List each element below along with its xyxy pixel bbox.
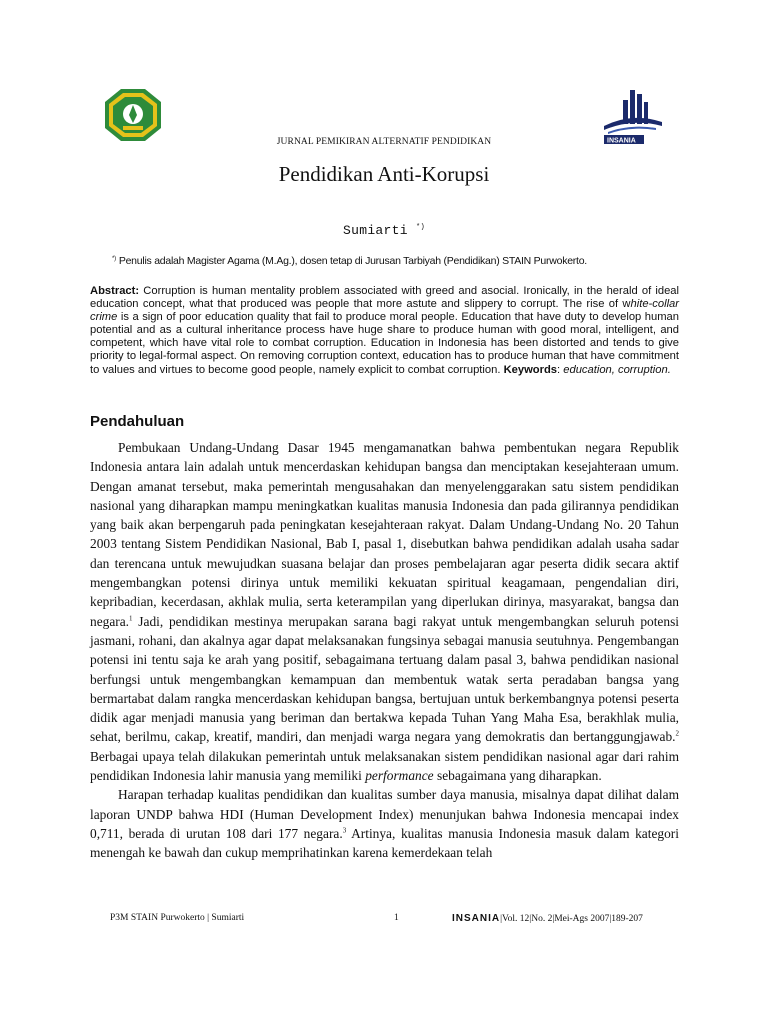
author-footnote-mark: *): [415, 223, 425, 232]
paragraph: [90, 438, 679, 785]
paragraph-text: Jadi, pendidikan mestinya merupakan sarana bagi rakyat untuk mengembangkan seluruh potensi jasmani, rohani, dan akalnya agar dapat melaksanakan fungsinya sebagai manusia seutuhnya. Pengembangan potensi ini tentu saja ke arah yang positif, sebagaimana tertuang dalam pasal 3, bahwa pendidikan nasional berfungsi untuk mengembangkan kemampuan dan membentuk watak serta peradaban bangsa yang bermartabat dalam rangka mencerdaskan kehidupan bangsa, bertujuan untuk berkembangnya potensi peserta didik agar menjadi manusia yang beriman dan bertakwa kepada Tuhan Yang Maha Esa, berakhlak mulia, sehat, berilmu, cakap, kreatif, mandiri, dan menjadi warga negara yang demokratis dan bertanggungjawab.: [90, 613, 679, 745]
footer-left: P3M STAIN Purwokerto | Sumiarti: [110, 913, 245, 923]
footer-issue: |Vol. 12|No. 2|Mei-Ags 2007|189-207: [500, 914, 643, 924]
abstract: [90, 285, 679, 377]
footnote-ref-2: 2: [675, 729, 679, 738]
page-number: 1: [394, 913, 399, 923]
italic-term: performance: [365, 768, 434, 784]
paragraph-text: Artinya, kualitas manusia Indonesia masuk dalam kategori menengah ke bawah dan cukup memprihatinkan karena kemerdekaan telah: [90, 825, 679, 861]
keywords-separator: :: [557, 363, 564, 376]
paragraph-text: Harapan terhadap kualitas pendidikan dan kualitas sumber daya manusia, misalnya dapat dilihat dalam laporan UNDP bahwa HDI (Human Development Index) menunjukan bahwa Indonesia mencapai index 0,711, berada di urutan 108 dari 177 negara.: [90, 787, 679, 841]
keywords: education, corruption.: [563, 363, 671, 376]
seal-icon: [104, 88, 162, 142]
author-line: [0, 223, 768, 238]
keywords-label: Keywords: [503, 363, 558, 376]
body-text: [90, 438, 679, 863]
paragraph-text: Berbagai upaya telah dilakukan pemerintah untuk melaksanakan sistem pendidikan nasional agar dari rahim pendidikan Indonesia lahir manusia yang memiliki: [90, 748, 679, 784]
abstract-italic-term: hite-collar crime: [90, 298, 679, 324]
footnote-mark: *): [112, 255, 116, 262]
abstract-label: Abstract:: [90, 285, 140, 297]
footer-brand: INSANIA: [452, 913, 501, 924]
paragraph: [90, 785, 679, 862]
author-name: Sumiarti: [343, 223, 408, 238]
author-footnote: [112, 255, 587, 267]
footnote-ref-1: 1: [129, 614, 133, 623]
footer-right: [452, 913, 643, 924]
article-title: Pendidikan Anti-Korupsi: [278, 162, 490, 186]
abstract-text-1: Corruption is human mentality problem associated with greed and asocial. Ironically, in the herald of ideal education concept, what that produced was people that more astute and slippery to corrupt. The rise of w: [90, 285, 679, 311]
section-heading: Pendahuluan: [90, 413, 185, 430]
insania-logo-text: INSANIA: [607, 137, 636, 145]
paragraph-text: Pembukaan Undang-Undang Dasar 1945 mengamanatkan bahwa pembentukan negara Republik Indonesia antara lain adalah untuk mencerdaskan kehidupan bangsa dan menciptakan kesejahteraan umum. Dengan amanat tersebut, maka pemerintah mengusahakan dan menyelenggarakan satu sistem pendidikan nasional yang diharapkan mampu meningkatkan kualitas manusia Indonesia dan pada gilirannya pendidikan yang baik akan berpengaruh pada peningkatan kesejahteraan rakyat. Dalam Undang-Undang No. 20 Tahun 2003 tentang Sistem Pendidikan Nasional, Bab I, pasal 1, disebutkan bahwa pendidikan adalah usaha sadar dan terencana untuk mewujudkan suasana belajar dan proses pembelajaran agar peserta didik secara aktif mengembangkan potensi dirinya untuk memiliki kekuatan spiritual keagamaan, pengendalian diri, kepribadian, kecerdasan, akhlak mulia, serta keterampilan yang diperlukan dirinya, masyarakat, bangsa dan negara.: [90, 440, 679, 629]
paragraph-text: sebagaimana yang diharapkan.: [433, 768, 602, 784]
journal-name: JURNAL PEMIKIRAN ALTERNATIF PENDIDIKAN: [276, 137, 492, 147]
abstract-text-2: is a sign of poor education quality that fail to produce moral people. Education that have duty to develop human potential and as a cultural inheritance process have huge share to produce human with good moral, intelligent, and competent, which have vital role to combat corruption. Education in Indonesia has been distorted and tends to give priority to legal-formal aspect. On removing corruption context, education has to produce human that have commitment to values and virtues to become good people, namely explicit to combat corruption.: [90, 311, 679, 376]
footnote-text: Penulis adalah Magister Agama (M.Ag.), dosen tetap di Jurusan Tarbiyah (Pendidikan) STAIN Purwokerto.: [118, 255, 587, 267]
institution-logo: [104, 88, 162, 142]
footnote-ref-3: 3: [342, 826, 347, 835]
